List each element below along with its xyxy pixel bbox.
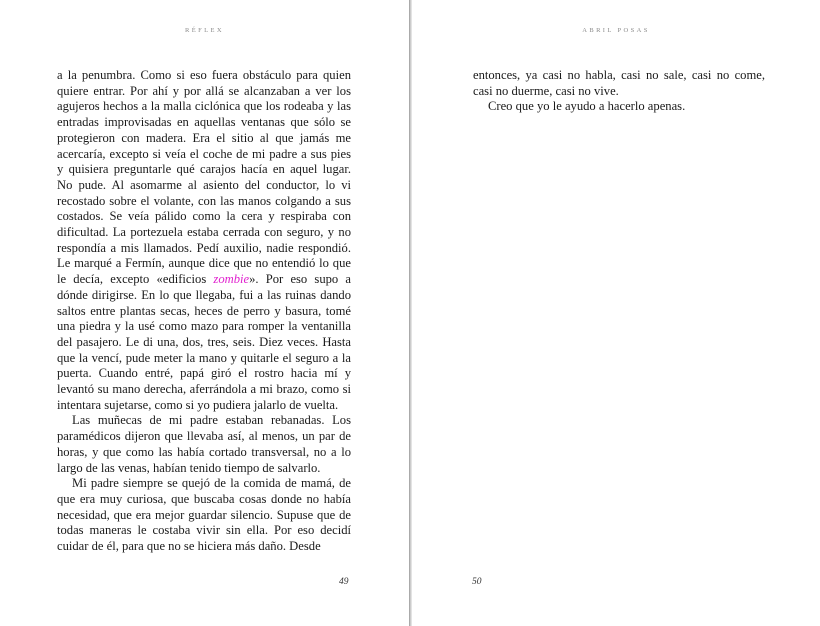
page-number: 49 [339,577,349,587]
paragraph: Mi padre siempre se quejó de la comida de mamá, de que era muy curiosa, que buscaba cosas donde no había necesidad, que era mejor guardar silencio. Supuse que de todas maneras le costaba vivir sin ella. Por eso decidí cuidar de él, para que no se hiciera más daño. Desde [57,476,351,554]
paragraph [57,68,351,413]
page-number: 50 [472,577,482,587]
right-page-body [473,68,765,115]
left-page-body [57,68,351,555]
paragraph: Creo que yo le ayudo a hacerlo apenas. [488,99,686,114]
paragraph-text: ». Por eso supo a dónde dirigirse. En lo que llegaba, fui a las ruinas dando saltos entre plantas secas, heces de perro y basura, tomé una piedra y la usé como mazo para romper la ventanilla del pasajero. Le di una, dos, tres, seis. Diez veces. Hasta que la vencí, pude meter la mano y quitarle el seguro a la puerta. Cuando entré, papá giró el rostro hacia mí y levantó su mano derecha, aferrándola a mi brazo, como si intentara sujetarse, como si yo pudiera jalarlo de vuelta. [57,272,352,412]
running-head-author: ABRIL POSAS [582,27,650,34]
emphasis-zombie: zombie [213,272,250,287]
right-page [412,0,820,626]
running-head-title: RÉFLEX [185,27,224,34]
paragraph: entonces, ya casi no habla, casi no sale, casi no come, casi no duerme, casi no vive. [473,68,765,98]
left-page [0,0,409,626]
paragraph-text: a la penumbra. Como si eso fuera obstáculo para quien quiere entrar. Por ahí y por allá se alcanzaban a ver los agujeros hechos a la malla ciclónica que los rodeaba y las entradas improvisadas en aquellas ventanas que sólo se protegieron con madera. Era el sitio al que jamás me acercaría, excepto si veía el coche de mi padre a sus pies y quisiera preguntarle qué carajos hacía en aquel lugar. No pude. Al asomarme al asiento del conductor, lo vi recostado sobre el volante, con las manos colgando a sus costados. Se veía pálido como la cera y respiraba con dificultad. La portezuela estaba cerrada con seguro, y no respondía a mis llamados. Pedí auxilio, nadie respondió. Le marqué a Fermín, aunque dice que no entendió lo que le decía, excepto «edificios [57,68,351,287]
paragraph: Las muñecas de mi padre estaban rebanadas. Los paramédicos dijeron que llevaba así, al menos, un par de horas, y que como las había cortado transversal, no a lo largo de las venas, habían tenido tiempo de salvarlo. [57,413,351,475]
